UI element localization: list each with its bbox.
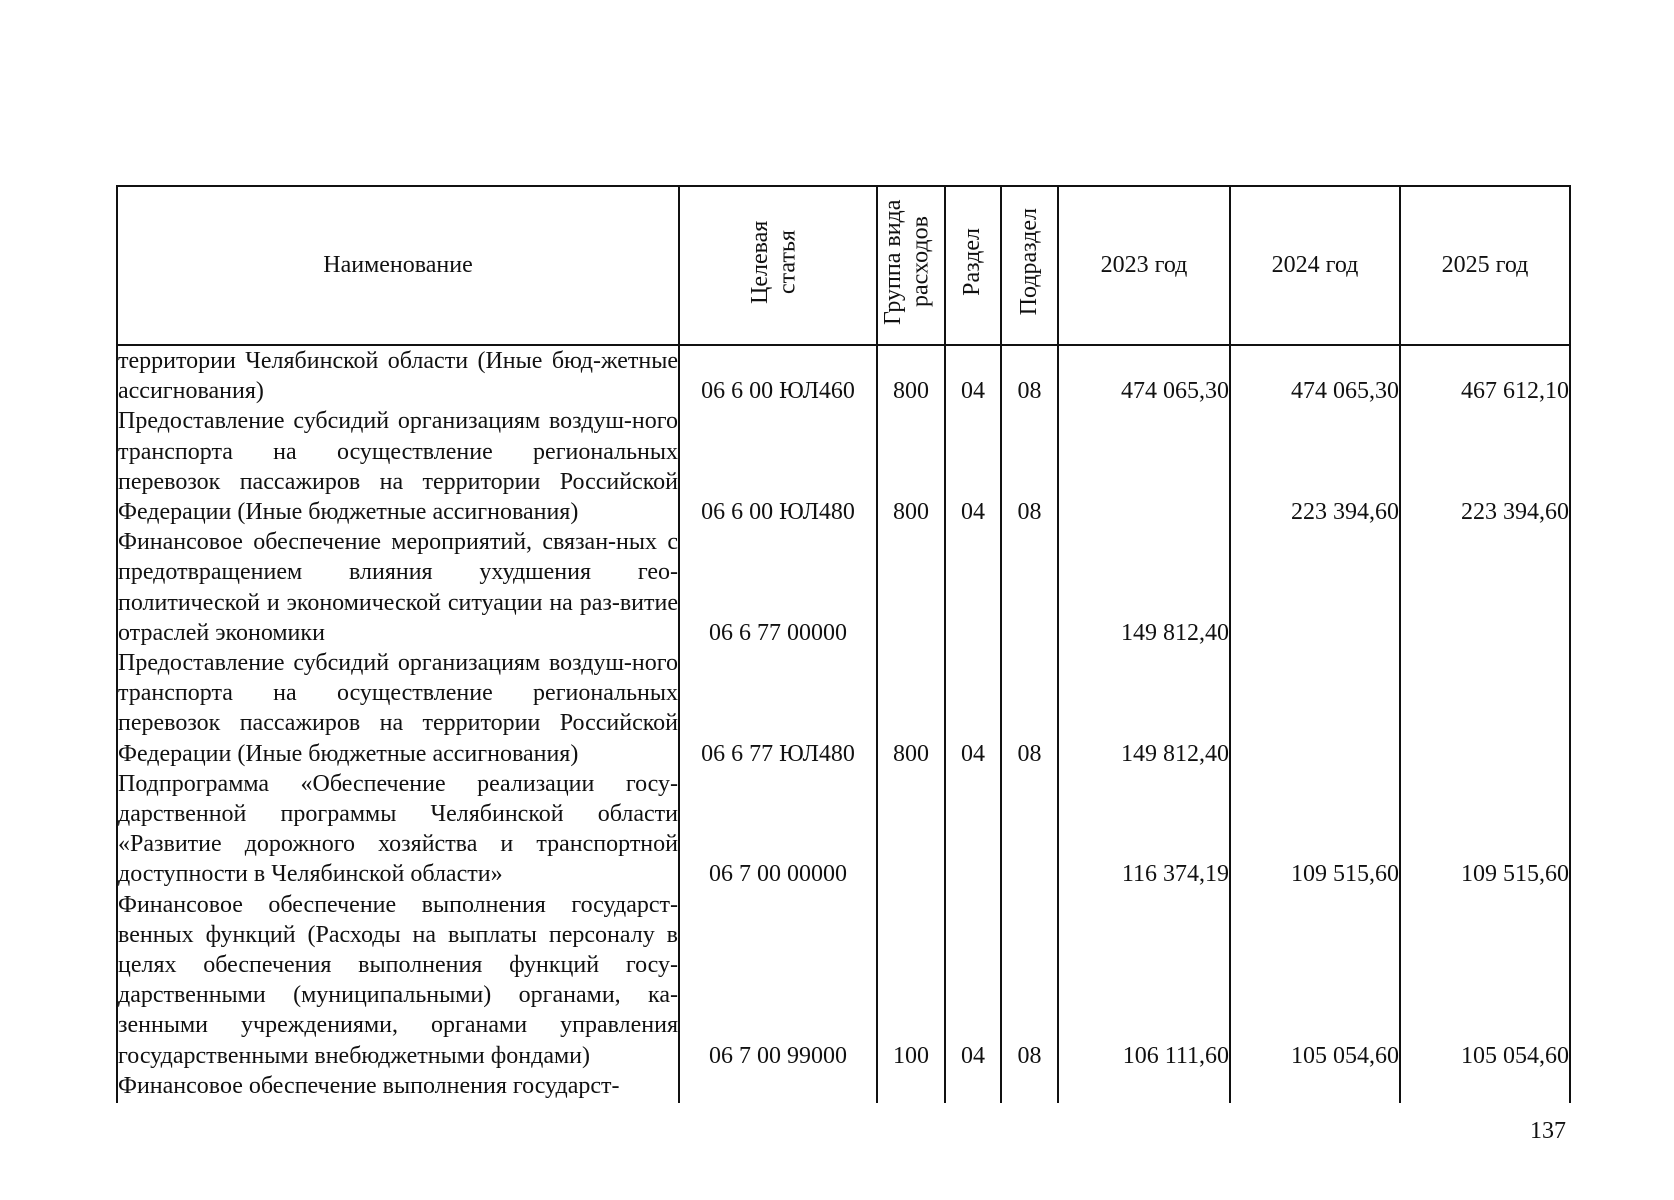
row-section: 04 — [945, 890, 1001, 1071]
table-body — [117, 345, 1570, 1103]
table-row — [117, 1071, 1570, 1103]
row-2025: 109 515,60 — [1400, 769, 1570, 890]
row-2025: 467 612,10 — [1400, 345, 1570, 406]
row-subsection — [1001, 527, 1058, 648]
row-target-article: 06 6 77 ЮЛ480 — [679, 648, 877, 769]
table-row — [117, 890, 1570, 1071]
header-expense-group: Группа вида расходов — [877, 186, 945, 345]
row-2023: 106 111,60 — [1058, 890, 1230, 1071]
header-2025: 2025 год — [1400, 186, 1570, 345]
header-target-article: Целевая статья — [679, 186, 877, 345]
table-header — [117, 186, 1570, 345]
table-row — [117, 406, 1570, 527]
row-2023: 474 065,30 — [1058, 345, 1230, 406]
row-expense-group: 100 — [877, 890, 945, 1071]
row-2024 — [1230, 648, 1400, 769]
row-expense-group: 800 — [877, 406, 945, 527]
row-name: Предоставление субсидий организациям воздуш-ного транспорта на осуществление региональных перевозок пассажиров на территории Российской Федерации (Иные бюджетные ассигнования) — [117, 406, 679, 527]
row-subsection — [1001, 769, 1058, 890]
row-2025 — [1400, 648, 1570, 769]
row-name: территории Челябинской области (Иные бюд-жетные ассигнования) — [117, 345, 679, 406]
row-2023: 149 812,40 — [1058, 527, 1230, 648]
row-expense-group — [877, 527, 945, 648]
budget-table — [116, 185, 1571, 1103]
header-subsection: Подраздел — [1001, 186, 1058, 345]
header-2024: 2024 год — [1230, 186, 1400, 345]
row-target-article: 06 6 77 00000 — [679, 527, 877, 648]
table-row — [117, 769, 1570, 890]
row-2024: 223 394,60 — [1230, 406, 1400, 527]
row-2025 — [1400, 527, 1570, 648]
row-name: Предоставление субсидий организациям воздуш-ного транспорта на осуществление региональных перевозок пассажиров на территории Российской Федерации (Иные бюджетные ассигнования) — [117, 648, 679, 769]
row-expense-group: 800 — [877, 648, 945, 769]
row-2024: 474 065,30 — [1230, 345, 1400, 406]
header-2023: 2023 год — [1058, 186, 1230, 345]
row-subsection: 08 — [1001, 345, 1058, 406]
row-2023: 116 374,19 — [1058, 769, 1230, 890]
row-target-article — [679, 1071, 877, 1103]
row-2024: 105 054,60 — [1230, 890, 1400, 1071]
row-2025: 105 054,60 — [1400, 890, 1570, 1071]
row-target-article: 06 6 00 ЮЛ480 — [679, 406, 877, 527]
row-section — [945, 769, 1001, 890]
row-expense-group — [877, 769, 945, 890]
row-target-article: 06 7 00 00000 — [679, 769, 877, 890]
row-section: 04 — [945, 648, 1001, 769]
row-2025 — [1400, 1071, 1570, 1103]
header-name: Наименование — [117, 186, 679, 345]
row-name: Финансовое обеспечение выполнения государст-венных функций (Расходы на выплаты персоналу в целях обеспечения выполнения функций госу-дарственными (муниципальными) органами, ка-зенными учреждениями, органами управления государственными внебюджетными фондами) — [117, 890, 679, 1071]
row-section: 04 — [945, 406, 1001, 527]
table-row — [117, 527, 1570, 648]
row-section: 04 — [945, 345, 1001, 406]
page-number: 137 — [1530, 1118, 1566, 1144]
row-2024 — [1230, 1071, 1400, 1103]
table-row — [117, 648, 1570, 769]
row-subsection: 08 — [1001, 890, 1058, 1071]
row-target-article: 06 7 00 99000 — [679, 890, 877, 1071]
row-name: Подпрограмма «Обеспечение реализации госу-дарственной программы Челябинской области «Развитие дорожного хозяйства и транспортной доступности в Челябинской области» — [117, 769, 679, 890]
row-2023 — [1058, 406, 1230, 527]
row-name: Финансовое обеспечение мероприятий, связан-ных с предотвращением влияния ухудшения гео-политической и экономической ситуации на раз-витие отраслей экономики — [117, 527, 679, 648]
row-subsection: 08 — [1001, 648, 1058, 769]
row-2024: 109 515,60 — [1230, 769, 1400, 890]
row-2024 — [1230, 527, 1400, 648]
row-subsection — [1001, 1071, 1058, 1103]
row-subsection: 08 — [1001, 406, 1058, 527]
table-row — [117, 345, 1570, 406]
row-expense-group — [877, 1071, 945, 1103]
row-target-article: 06 6 00 ЮЛ460 — [679, 345, 877, 406]
row-section — [945, 527, 1001, 648]
row-2025: 223 394,60 — [1400, 406, 1570, 527]
header-section: Раздел — [945, 186, 1001, 345]
row-2023: 149 812,40 — [1058, 648, 1230, 769]
row-name: Финансовое обеспечение выполнения государст- — [117, 1071, 679, 1103]
row-section — [945, 1071, 1001, 1103]
row-2023 — [1058, 1071, 1230, 1103]
row-expense-group: 800 — [877, 345, 945, 406]
